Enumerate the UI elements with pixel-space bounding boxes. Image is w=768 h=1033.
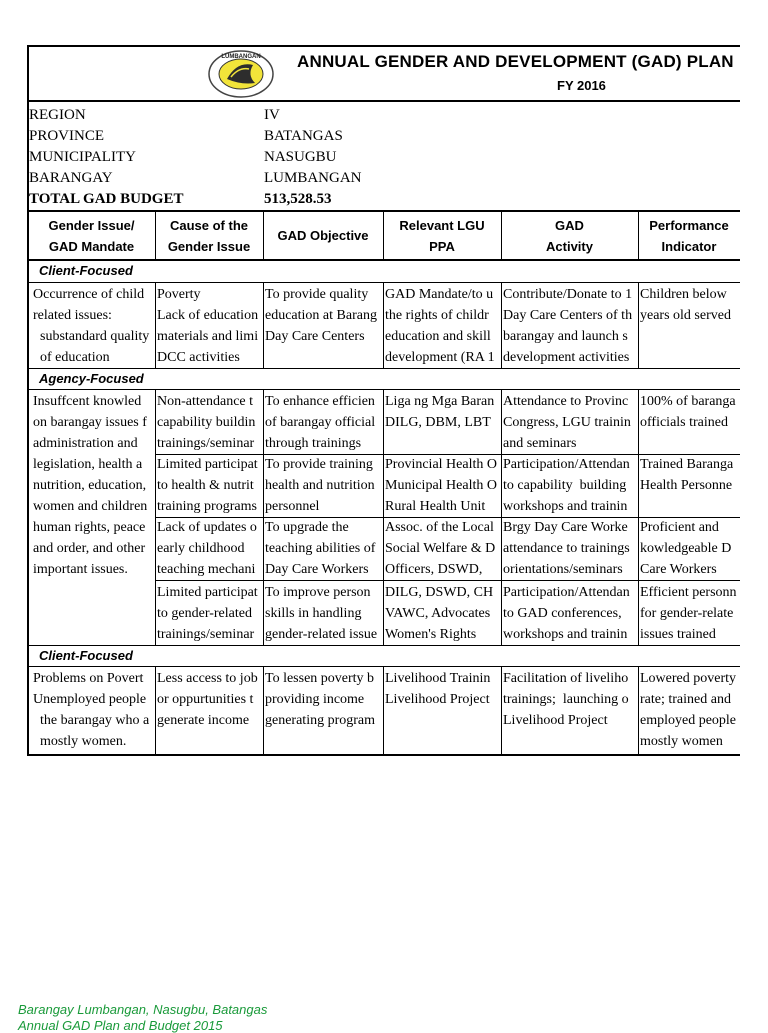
cell-activity: Attendance to Provinc Congress, LGU trainin and seminars (503, 394, 631, 451)
column-divider (263, 211, 264, 259)
column-divider (501, 666, 502, 754)
cell-gender-issue: Occurrence of child related issues: substandard quality of education (33, 287, 150, 365)
logo-text: LUMBANGAN (221, 54, 261, 60)
section-label-client-focused: Client-Focused (39, 648, 133, 663)
cell-indicator: Proficient and kowledgeable D Care Workers (640, 520, 732, 577)
table-bottom-border (27, 754, 740, 756)
column-header-line: Gender Issue/ (48, 217, 135, 233)
footer-location: Barangay Lumbangan, Nasugbu, Batangas (18, 1002, 268, 1017)
fiscal-year: FY 2016 (557, 78, 606, 93)
column-header-line: Cause of the (169, 217, 248, 233)
column-divider (155, 389, 156, 645)
cell-objective: To provide training health and nutrition personnel (265, 457, 375, 514)
cell-lgu-ppa: DILG, DSWD, CH VAWC, Advocates Women's Rights (385, 585, 494, 642)
cell-lgu-ppa: Liga ng Mga Baran DILG, DBM, LBT (385, 394, 495, 430)
cell-activity: Brgy Day Care Worke attendance to trainings orientations/seminars (503, 520, 630, 577)
column-divider (383, 282, 384, 368)
cell-cause: Limited participat to health & nutrit training programs (157, 457, 258, 514)
barangay-seal-logo (207, 49, 275, 99)
cell-cause: Non-attendance t capability buildin trainings/seminar (157, 394, 256, 451)
column-header-cause (155, 213, 263, 258)
column-divider (638, 666, 639, 754)
cell-indicator: Efficient personn for gender-relate issues trained (640, 585, 737, 642)
info-row-region (29, 105, 429, 126)
cell-lgu-ppa: Assoc. of the Local Social Welfare & D Officers, DSWD, (385, 520, 496, 577)
info-label: REGION (29, 107, 86, 123)
info-label: TOTAL GAD BUDGET (29, 191, 184, 207)
cell-indicator: Lowered poverty rate; trained and employed people mostly women (640, 671, 737, 749)
column-header-line: Relevant LGU (399, 217, 485, 233)
info-label: MUNICIPALITY (29, 149, 136, 165)
cell-indicator: Children below years old served (640, 287, 731, 323)
column-divider (501, 389, 502, 645)
cell-objective: To provide quality education at Barang Day Care Centers (265, 287, 377, 344)
column-divider (155, 666, 156, 754)
info-value: 513,528.53 (264, 191, 332, 207)
cell-activity: Participation/Attendan to GAD conferences, workshops and trainin (503, 585, 630, 642)
cell-objective: To lessen poverty b providing income generating program (265, 671, 376, 728)
column-divider (383, 666, 384, 754)
column-header-line: Performance (649, 217, 729, 233)
cell-activity: Contribute/Donate to 1 Day Care Centers of th barangay and launch s development activities (503, 287, 633, 365)
column-header-line: GAD Objective (277, 228, 369, 243)
info-row-province (29, 126, 429, 147)
column-divider (263, 666, 264, 754)
column-header-objective (263, 213, 383, 258)
column-divider (263, 389, 264, 645)
row-border (27, 645, 740, 646)
column-header-line: GAD (555, 217, 584, 233)
column-header-line: Gender Issue (167, 238, 251, 254)
cell-indicator: 100% of baranga officials trained (640, 394, 736, 430)
column-header-indicator (638, 213, 740, 258)
info-label: PROVINCE (29, 128, 105, 144)
column-divider (638, 389, 639, 645)
cell-gender-issue: Insuffcent knowled on barangay issues f administration and legislation, health a nutrition, education, women and children human rights, peace and order, and other important issues. (33, 394, 148, 577)
column-divider (638, 211, 639, 259)
column-divider (155, 211, 156, 259)
column-divider (501, 211, 502, 259)
column-divider (501, 282, 502, 368)
cell-cause: Lack of updates o early childhood teaching mechani (157, 520, 257, 577)
column-divider (638, 282, 639, 368)
column-divider (383, 211, 384, 259)
info-value: NASUGBU (264, 149, 337, 165)
column-divider (263, 282, 264, 368)
cell-cause: Limited participat to gender-related trainings/seminar (157, 585, 258, 642)
info-label: BARANGAY (29, 170, 113, 186)
cell-objective: To enhance efficien of barangay official through trainings (265, 394, 376, 451)
info-row-total-budget (29, 189, 429, 210)
cell-activity: Participation/Attendan to capability building workshops and trainin (503, 457, 630, 514)
column-header-line: Activity (546, 238, 593, 254)
column-divider (383, 389, 384, 645)
column-header-line: GAD Mandate (48, 238, 135, 254)
section-label-client-focused: Client-Focused (39, 263, 133, 278)
cell-gender-issue: Problems on Povert Unemployed people the barangay who a mostly women. (33, 671, 150, 749)
divider (27, 259, 740, 261)
cell-lgu-ppa: Livelihood Trainin Livelihood Project (385, 671, 491, 707)
column-header-activity (501, 213, 638, 258)
cell-cause: Less access to job or oppurtunities t generate income (157, 671, 258, 728)
column-divider (155, 282, 156, 368)
info-value: IV (264, 107, 280, 123)
cell-objective: To upgrade the teaching abilities of Day Care Workers (265, 520, 376, 577)
column-header-line: PPA (429, 238, 455, 254)
section-label-agency-focused: Agency-Focused (39, 371, 144, 386)
column-header-gender-issue (28, 213, 155, 258)
cell-lgu-ppa: Provincial Health O Municipal Health O Rural Health Unit (385, 457, 497, 514)
column-header-lgu-ppa (383, 213, 501, 258)
cell-objective: To improve person skills in handling gender-related issue (265, 585, 378, 642)
info-row-barangay (29, 168, 429, 189)
cell-cause: Poverty Lack of education materials and limi DCC activities (157, 287, 259, 365)
cell-lgu-ppa: GAD Mandate/to u the rights of childr education and skill development (RA 1 (385, 287, 495, 365)
footer-plan-title: Annual GAD Plan and Budget 2015 (18, 1018, 223, 1033)
cell-indicator: Trained Baranga Health Personne (640, 457, 734, 493)
cell-activity: Facilitation of liveliho trainings; launching o Livelihood Project (503, 671, 629, 728)
column-header-line: Indicator (661, 238, 717, 254)
info-value: LUMBANGAN (264, 170, 362, 186)
info-value: BATANGAS (264, 128, 343, 144)
page-title: ANNUAL GENDER AND DEVELOPMENT (GAD) PLAN (297, 52, 734, 71)
row-border (155, 580, 740, 581)
info-row-municipality (29, 147, 429, 168)
